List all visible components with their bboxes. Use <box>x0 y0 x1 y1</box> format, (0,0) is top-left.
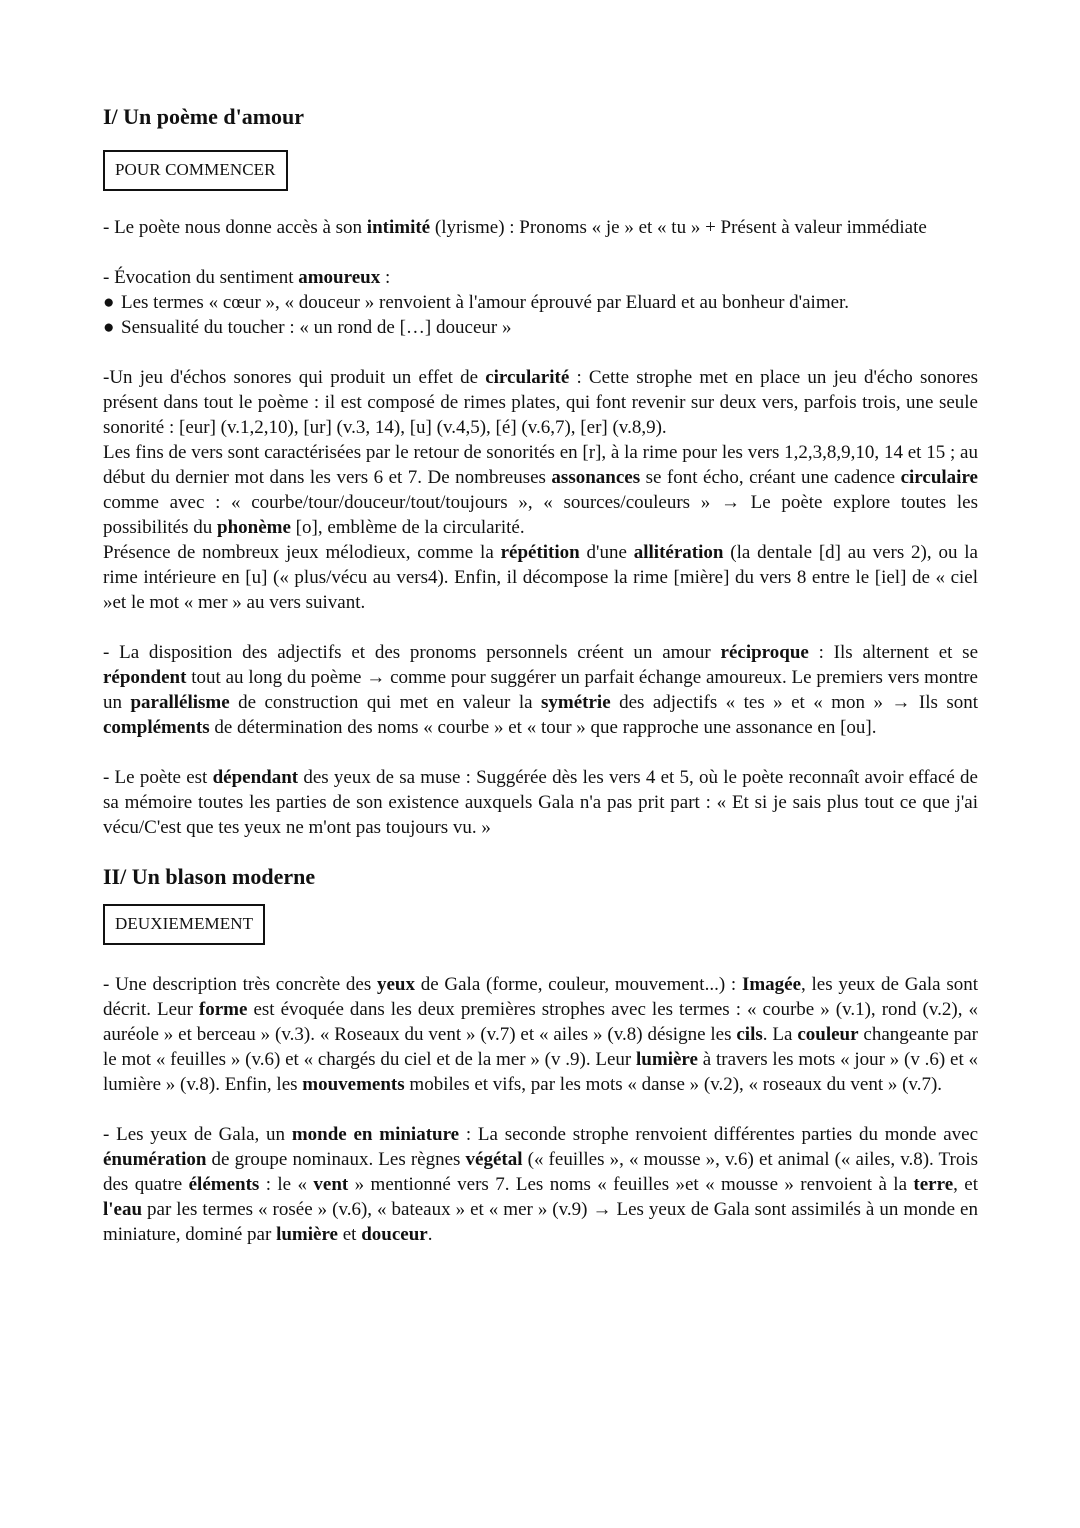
paragraph-circularity: -Un jeu d'échos sonores qui produit un effet de circularité : Cette strophe met en place un jeu d'écho sonores présent dans tout le poème : il est composé de rimes plates, qui font revenir sur deux vers, parfois trois, une seule sonorité : [eur] (v.1,2,10), [ur] (v.3, 14), [u] (v.4,5), [é] (v.6,7), [er] (v.8,9). <box>103 367 978 438</box>
paragraph-melodic-games: Présence de nombreux jeux mélodieux, comme la répétition d'une allitération (la dentale [d] au vers 2), ou la rime intérieure en [u] (« plus/vécu au vers4). Enfin, il décompose la rime [mière] du vers 8 entre le [iel] de « ciel »et le mot « mer » au vers suivant. <box>103 542 978 613</box>
bullet-icon: ● <box>103 292 115 313</box>
paragraph-love-feeling: - Évocation du sentiment amoureux : <box>103 267 391 288</box>
list-item: ● Les termes « cœur », « douceur » renvoient à l'amour éprouvé par Eluard et au bonheur d'aimer. <box>103 292 850 313</box>
paragraph-dependent-poet: - Le poète est dépendant des yeux de sa muse : Suggérée dès les vers 4 et 5, où le poète reconnaît avoir effacé de sa mémoire toutes les parties de son existence auxquels Gala n'a pas prit part : « Et si je sais plus tout ce que j'ai vécu/C'est que tes yeux ne m'ont pas toujours vu. » <box>103 767 978 838</box>
paragraph-eyes-description: - Une description très concrète des yeux de Gala (forme, couleur, mouvement...) : Imagée, les yeux de Gala sont décrit. Leur forme est évoquée dans les deux premières strophes avec les termes : « courbe » (v.1), rond (v.2), « auréole » et berceau » (v.3). « Roseaux du vent » (v.7) et « ailes » (v.8) désigne les cils. La couleur changeante par le mot « feuilles » (v.6) et « chargés du ciel et de la mer » (v .9). Leur lumière à travers les mots « jour » (v .6) et « lumière » (v.8). Enfin, les mouvements mobiles et vifs, par les mots « danse » (v.2), « roseaux du vent » (v.7). <box>103 974 979 1095</box>
document-page <box>103 103 978 1247</box>
list-item: ● Sensualité du toucher : « un rond de […] douceur » <box>103 317 512 338</box>
section-2-box-label: DEUXIEMEMENT <box>103 904 265 945</box>
bullet-icon: ● <box>103 317 115 338</box>
section-2-title: II/ Un blason moderne <box>103 864 316 889</box>
paragraph-reciprocal-love: - La disposition des adjectifs et des pronoms personnels créent un amour réciproque : Ils alternent et se répondent tout au long du poème → comme pour suggérer un parfait échange amoureux. Le premiers vers montre un parallélisme de construction qui met en valeur la symétrie des adjectifs « tes » et « mon » → Ils sont compléments de détermination des noms « courbe » et « tour » que rapproche une assonance en [ou]. <box>103 642 979 738</box>
paragraph-miniature-world: - Les yeux de Gala, un monde en miniature : La seconde strophe renvoient différentes parties du monde avec énumération de groupe nominaux. Les règnes végétal (« feuilles », « mousse », v.6) et animal (« ailes, v.8). Trois des quatre éléments : le « vent » mentionné vers 7. Les noms « feuilles »et « mousse » renvoient à la terre, et l'eau par les termes « rosée » (v.6), « bateaux » et « mer » (v.9) → Les yeux de Gala sont assimilés à un monde en miniature, dominé par lumière et douceur. <box>103 1124 979 1245</box>
paragraph-intimacy: - Le poète nous donne accès à son intimité (lyrisme) : Pronoms « je » et « tu » + Présent à valeur immédiate <box>103 217 927 238</box>
section-1-title: I/ Un poème d'amour <box>103 104 305 129</box>
section-1-box-label: POUR COMMENCER <box>103 150 288 191</box>
paragraph-sonorities: Les fins de vers sont caractérisées par le retour de sonorités en [r], à la rime pour les vers 1,2,3,8,9,10, 14 et 15 ; au début du dernier mot dans les vers 6 et 7. De nombreuses assonances se font écho, créant une cadence circulaire comme avec : « courbe/tour/douceur/tout/toujours », « sources/couleurs » → Le poète explore toutes les possibilités du phonème [o], emblème de la circularité. <box>103 442 978 538</box>
